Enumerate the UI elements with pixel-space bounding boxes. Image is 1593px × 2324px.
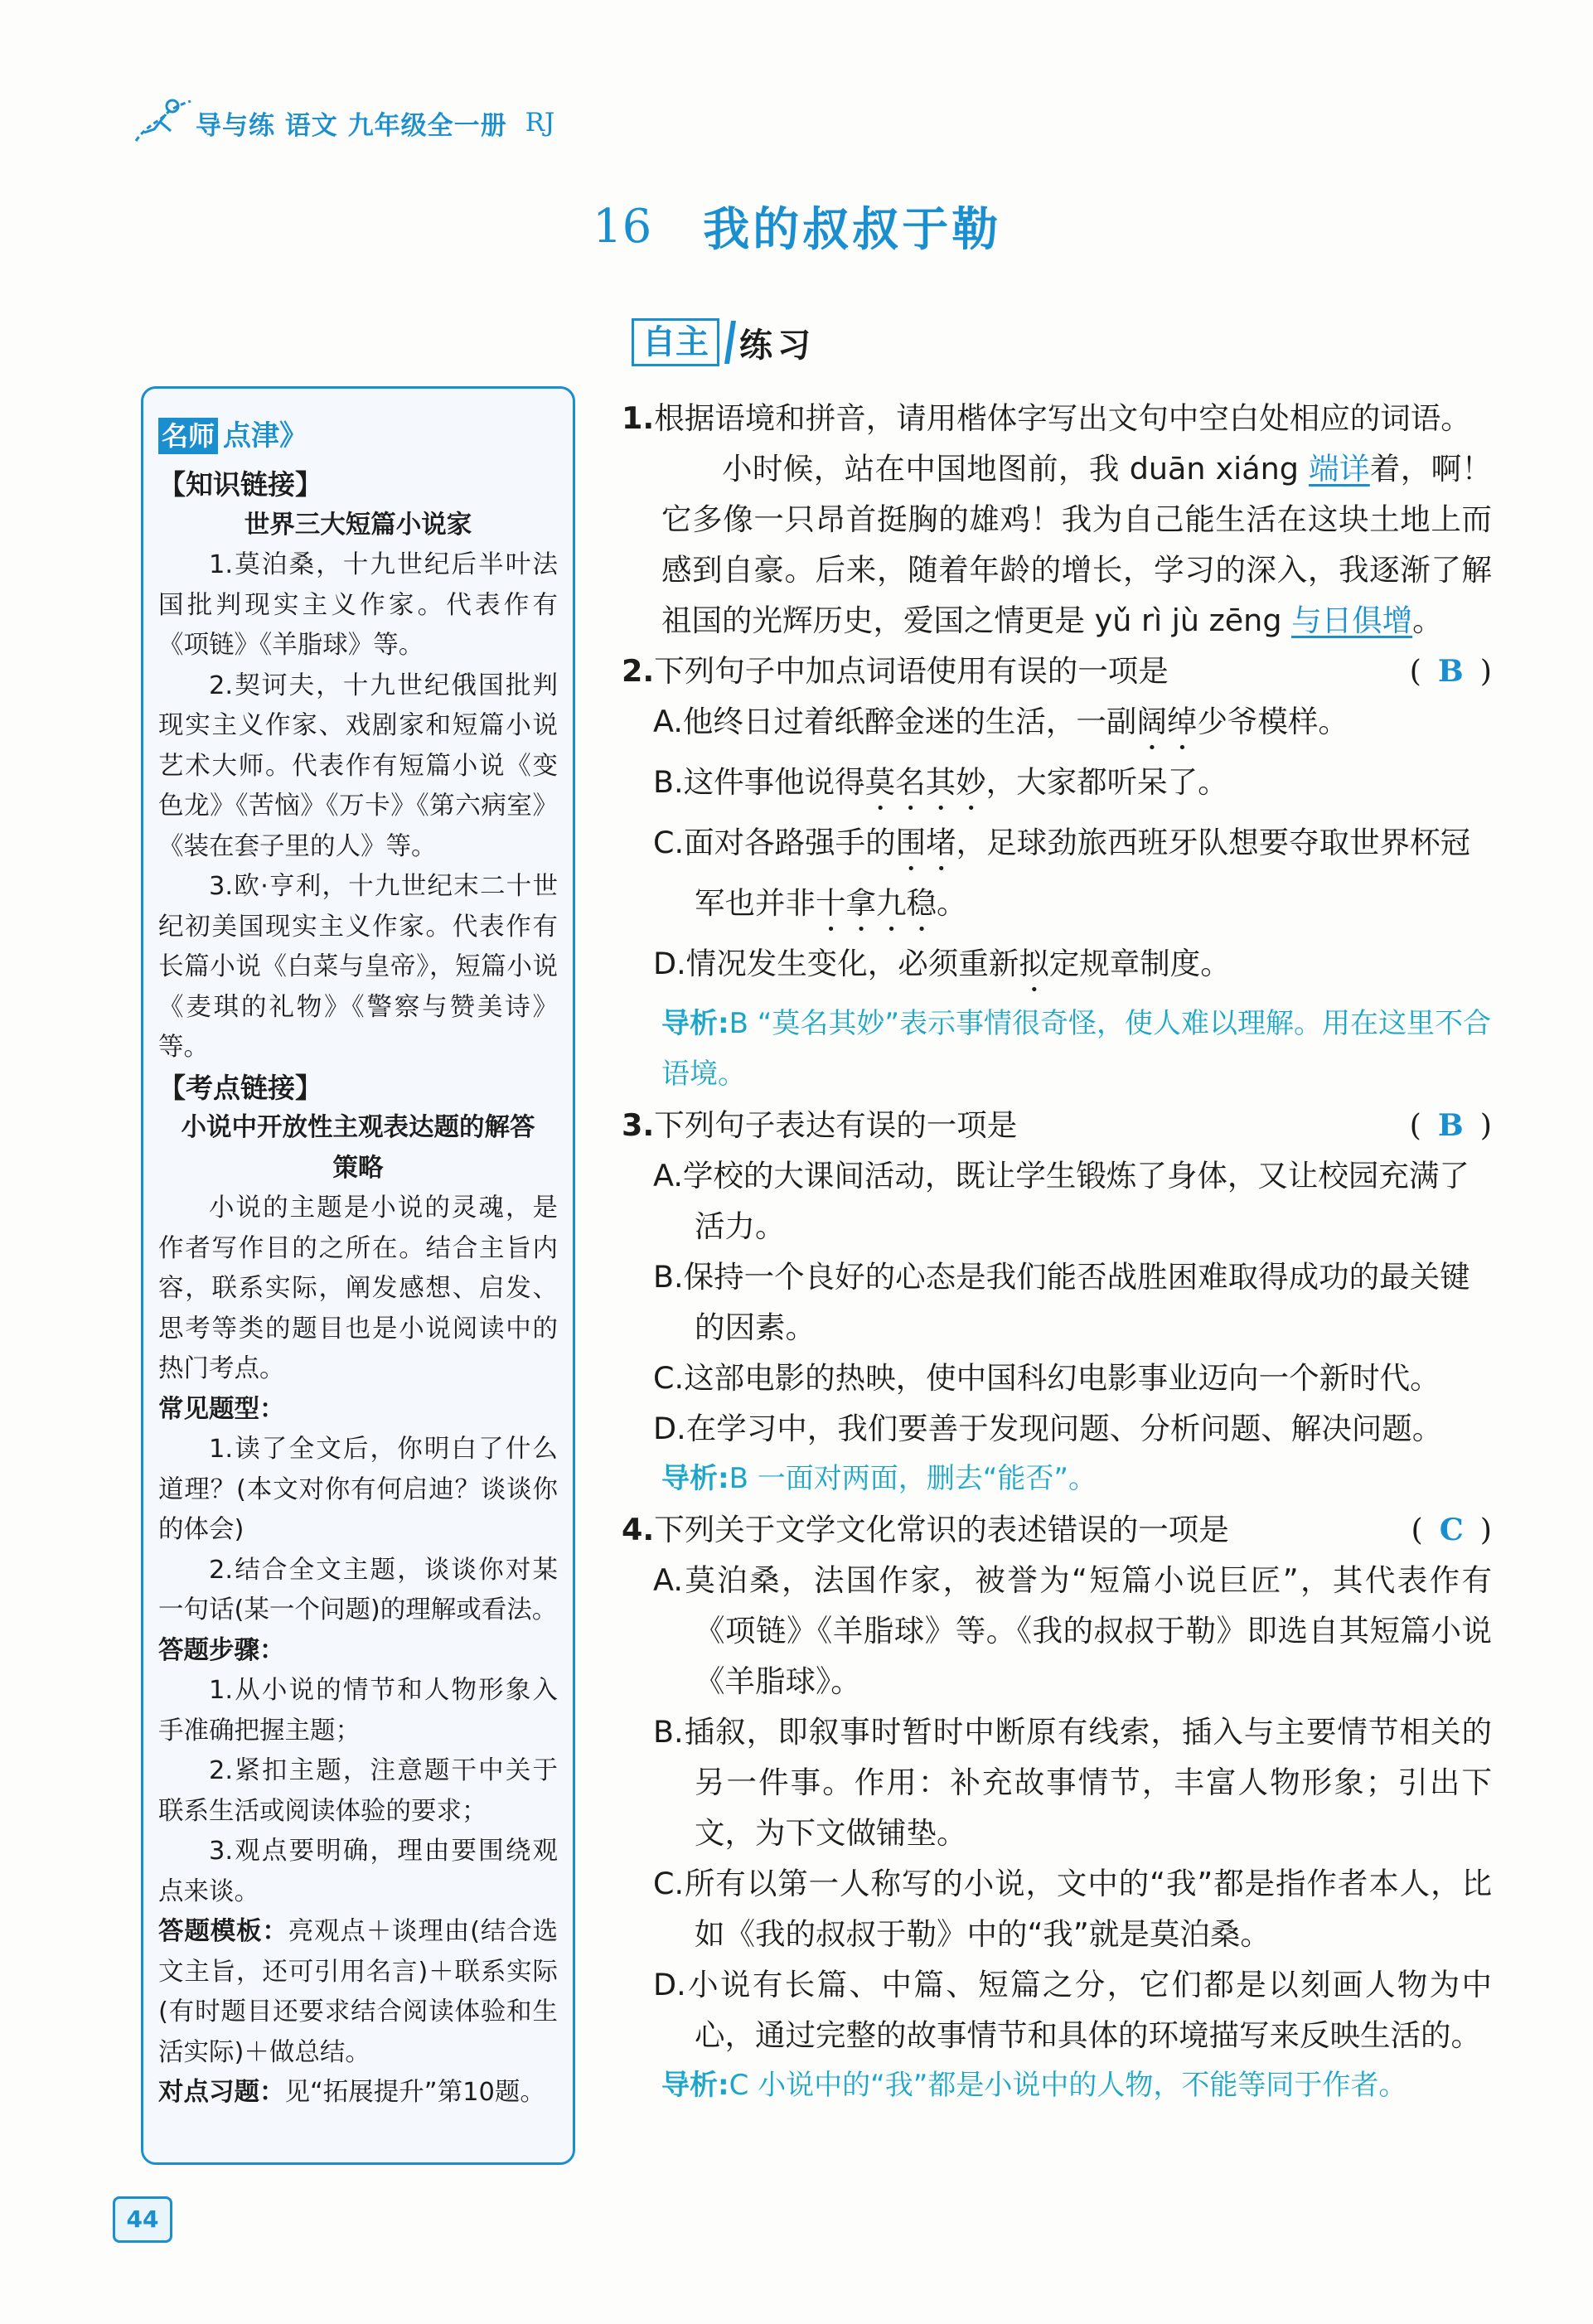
step-item: 2.紧扣主题，注意题干中关于联系生活或阅读体验的要求； <box>158 1756 558 1826</box>
runner-figure-icon <box>129 93 196 148</box>
analysis-label: 导析: <box>661 1007 729 1040</box>
dotted-word: 莫名其妙 <box>864 764 986 800</box>
question-2 <box>622 646 1492 696</box>
type-item: 1.读了全文后，你明白了什么道理？(本文对你有何启迪？谈谈你的体会) <box>158 1435 558 1544</box>
answer-letter: B <box>1437 1107 1464 1143</box>
passage-text: 小时候，站在中国地图前，我 duān xiáng <box>722 451 1309 487</box>
knowledge-title: 世界三大短篇小说家 <box>244 510 472 540</box>
dotted-word: 十拿九稳 <box>816 885 937 921</box>
answer-paren: ( B ) <box>1409 653 1492 689</box>
option-b: B.保持一个良好的心态是我们能否战胜困难取得成功的最关键的因素。 <box>653 1259 1470 1345</box>
sidebar-badge-suffix: 点津》 <box>223 419 308 453</box>
slash-decoration-icon <box>718 319 736 366</box>
template-label: 答题模板： <box>158 1917 288 1946</box>
step-item: 1.从小说的情节和人物形象入手准确把握主题； <box>158 1676 558 1745</box>
sidebar-badge: 名师 <box>158 418 218 454</box>
exam-title: 小说中开放性主观表达题的解答策略 <box>181 1113 535 1183</box>
passage-text: 着，啊！它多像一只昂首挺胸的雄鸡！我为自己能生活在这块土地上而感到自豪。后来，随着年龄的增长，学习的深入，我逐渐了解祖国的光辉历史，爱国之情更是 yǔ rì jù zēng <box>661 451 1493 638</box>
practice-label: 对点习题： <box>158 2078 285 2107</box>
answer-template <box>158 1912 558 2073</box>
question-stem: 根据语境和拼音，请用楷体字写出文句中空白处相应的词语。 <box>654 400 1471 436</box>
option-text: C.面对各路强手的 <box>653 825 896 860</box>
option-text: 少爷模样。 <box>1197 704 1348 739</box>
book-title: 导与练 语文 九年级全一册 <box>196 110 507 141</box>
question-stem: 下列句子表达有误的一项是 <box>654 1107 1018 1143</box>
option-text: D.情况发生变化，必须重新 <box>653 946 1019 981</box>
analysis-text: B 一面对两面，删去“能否”。 <box>729 1462 1097 1495</box>
step-item: 3.观点要明确，理由要围绕观点来谈。 <box>158 1837 558 1906</box>
option-a: A.莫泊桑，法国作家，被誉为“短篇小说巨匠”，其代表作有《项链》《羊脂球》等。《我的叔叔于勒》即选自其短篇小说《羊脂球》。 <box>653 1562 1492 1699</box>
option-text: ，足球劲旅西班牙队想要夺取世界杯冠军也并非 <box>695 825 1471 921</box>
question-stem: 下列句子中加点词语使用有误的一项是 <box>654 653 1169 689</box>
answer-paren: ( C ) <box>1411 1512 1492 1547</box>
dotted-word: 阔绰 <box>1136 704 1198 739</box>
passage-text: 。 <box>1412 603 1443 638</box>
edition-label: RJ <box>525 108 555 138</box>
analysis-note <box>622 2060 1492 2111</box>
option-b: B.插叙，即叙事时暂时中断原有线索，插入与主要情节相关的另一件事。作用：补充故事情节，丰富人物形象；引出下文，为下文做铺垫。 <box>653 1714 1492 1851</box>
teacher-tips-sidebar <box>141 386 575 2165</box>
analysis-note <box>622 999 1492 1100</box>
exam-heading: 【考点链接】 <box>158 1071 322 1104</box>
section-tag: 自主 <box>632 318 719 366</box>
answer-paren: ( B ) <box>1409 1107 1492 1143</box>
analysis-text: C 小说中的“我”都是小说中的人物，不能等同于作者。 <box>729 2069 1407 2102</box>
question-4 <box>622 1504 1492 1555</box>
option-c: C.这部电影的热映，使中国科幻电影事业迈向一个新时代。 <box>653 1360 1440 1396</box>
page-number: 44 <box>113 2196 172 2243</box>
option-text: A.他终日过着纸醉金迷的生活，一副 <box>653 704 1137 739</box>
answer-fill: 与日俱增 <box>1291 603 1413 638</box>
option-c: C.所有以第一人称写的小说，文中的“我”都是指作者本人，比如《我的叔叔于勒》中的“我”就是莫泊桑。 <box>653 1866 1492 1952</box>
practice-note <box>158 2073 558 2113</box>
section-label: 练习 <box>739 326 816 365</box>
lesson-number: 16 <box>593 199 652 254</box>
option-a <box>622 696 1492 757</box>
analysis-label: 导析: <box>661 2069 729 2102</box>
question-number: 2. <box>622 653 655 689</box>
lesson-name: 我的叔叔于勒 <box>703 203 1002 257</box>
knowledge-heading: 【知识链接】 <box>158 468 322 501</box>
types-label: 常见题型： <box>158 1394 285 1424</box>
steps-label: 答题步骤： <box>158 1635 285 1665</box>
option-text: 定规章制度。 <box>1048 946 1231 981</box>
option-text: ，大家都听呆了。 <box>985 764 1228 800</box>
option-d: D.在学习中，我们要善于发现问题、分析问题、解决问题。 <box>653 1411 1443 1446</box>
exercise-column <box>622 393 1492 2111</box>
question-stem: 下列关于文学文化常识的表述错误的一项是 <box>654 1512 1229 1547</box>
option-text: 。 <box>937 885 967 921</box>
answer-fill: 端详 <box>1308 451 1370 487</box>
lesson-title <box>593 189 1001 264</box>
knowledge-item: 3.欧·亨利，十九世纪末二十世纪初美国现实主义作家。代表作有长篇小说《白菜与皇帝》，短篇小说《麦琪的礼物》《警察与赞美诗》等。 <box>158 872 558 1062</box>
answer-letter: C <box>1439 1512 1464 1547</box>
option-d: D.小说有长篇、中篇、短篇之分，它们都是以刻画人物为中心，通过完整的故事情节和具体的环境描写来反映生活的。 <box>653 1967 1492 2053</box>
question-3 <box>622 1100 1492 1150</box>
option-a: A.学校的大课间活动，既让学生锻炼了身体，又让校园充满了活力。 <box>653 1158 1470 1244</box>
dotted-word: 围堵 <box>895 825 956 860</box>
template-text: 亮观点＋谈理由(结合选文主旨，还可引用名言)＋联系实际(有时题目还要求结合阅读体验和生活实际)＋做总结。 <box>158 1917 558 2067</box>
practice-text: 见“拓展提升”第10题。 <box>284 2078 545 2107</box>
analysis-text: B “莫名其妙”表示事情很奇怪，使人难以理解。用在这里不合语境。 <box>661 1007 1491 1091</box>
knowledge-item: 1.莫泊桑，十九世纪后半叶法国批判现实主义作家。代表作有《项链》《羊脂球》等。 <box>158 550 558 660</box>
option-d <box>622 938 1492 999</box>
page-header <box>196 98 554 148</box>
option-b <box>622 757 1492 817</box>
question-number: 3. <box>622 1107 655 1143</box>
sidebar-heading <box>158 417 558 455</box>
option-c <box>622 817 1492 938</box>
analysis-label: 导析: <box>661 1462 729 1495</box>
answer-letter: B <box>1437 653 1464 689</box>
question-1 <box>622 393 1492 443</box>
type-item: 2.结合全文主题，谈谈你对某一句话(某一个问题)的理解或看法。 <box>158 1555 558 1624</box>
question-1-passage <box>622 443 1492 646</box>
option-text: B.这件事他说得 <box>653 764 865 800</box>
exam-intro: 小说的主题是小说的灵魂，是作者写作目的之所在。结合主旨内容，联系实际，阐发感想、启发、思考等类的题目也是小说阅读中的热门考点。 <box>158 1193 558 1383</box>
analysis-note <box>622 1454 1492 1504</box>
question-number: 4. <box>622 1512 655 1547</box>
dotted-word: 拟 <box>1019 946 1049 981</box>
knowledge-item: 2.契诃夫，十九世纪俄国批判现实主义作家、戏剧家和短篇小说艺术大师。代表作有短篇小说《变色龙》《苦恼》《万卡》《第六病室》《装在套子里的人》等。 <box>158 671 558 861</box>
question-number: 1. <box>622 400 655 436</box>
section-heading <box>632 317 816 368</box>
